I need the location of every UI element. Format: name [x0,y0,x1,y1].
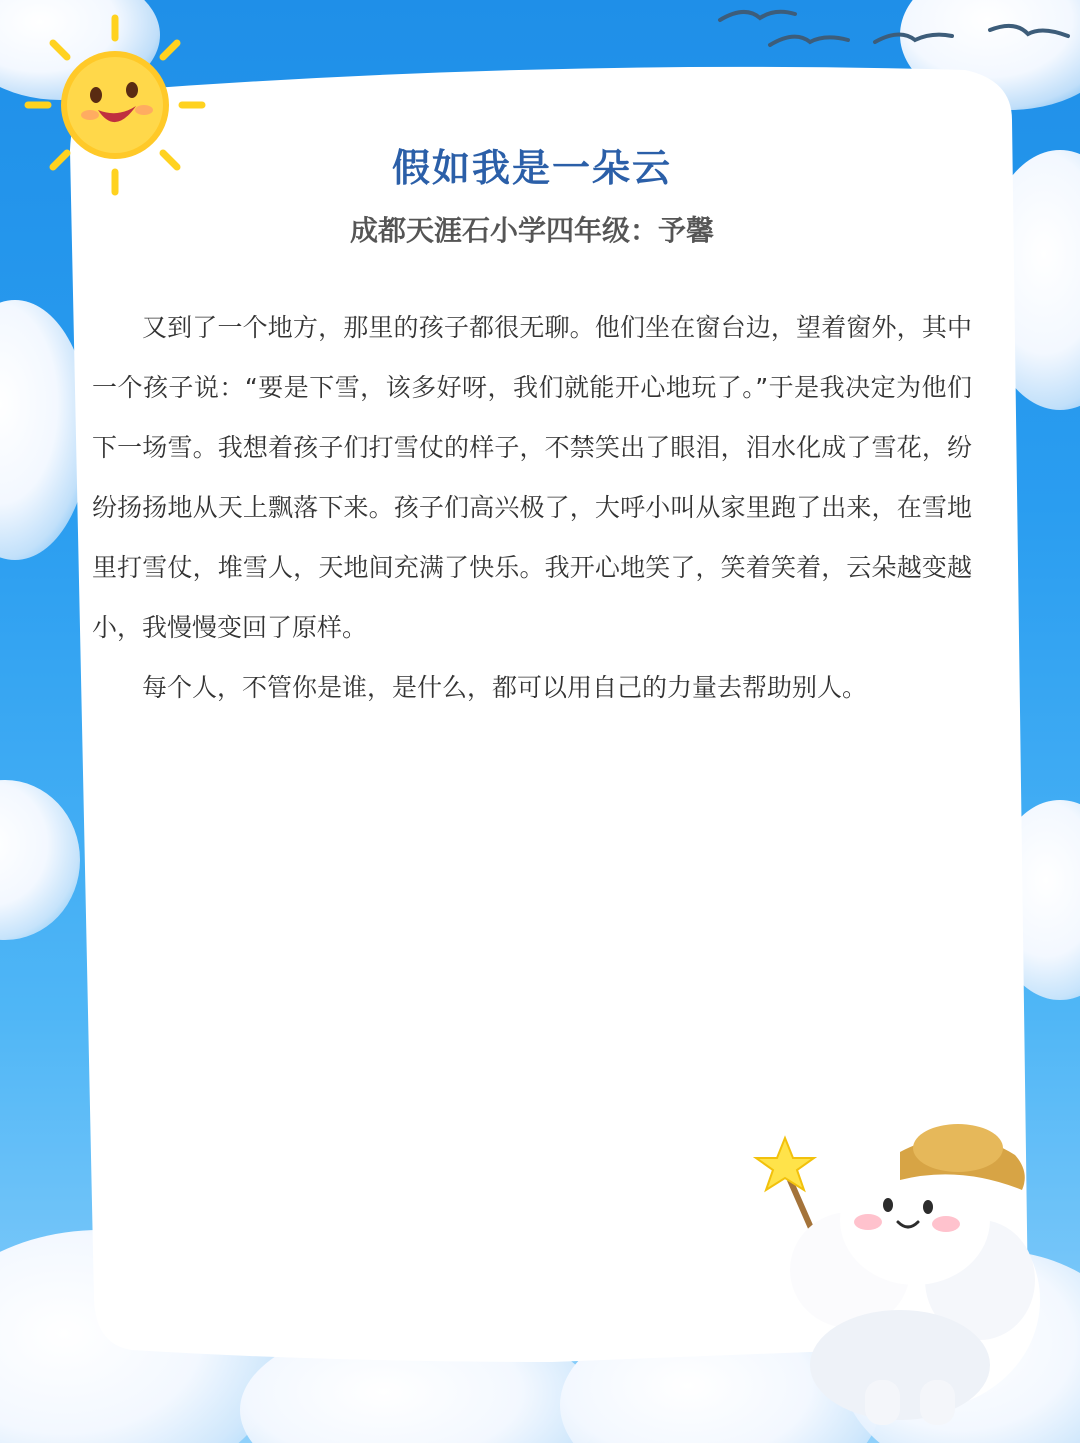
essay-paragraph: 又到了一个地方，那里的孩子都很无聊。他们坐在窗台边，望着窗外，其中一个孩子说：“要是下雪，该多好呀，我们就能开心地玩了。”于是我决定为他们下一场雪。我想着孩子们打雪仗的样子，不禁笑出了眼泪，泪水化成了雪花，纷纷扬扬地从天上飘落下来。孩子们高兴极了，大呼小叫从家里跑了出来，在雪地里打雪仗，堆雪人，天地间充满了快乐。我开心地笑了，笑着笑着，云朵越变越小，我慢慢变回了原样。 [92,313,972,642]
cloud-mascot-with-star-wand [750,1110,1050,1430]
author-subtitle: 成都天涯石小学四年级：予馨 [349,214,714,247]
essay-paragraph: 每个人，不管你是谁，是什么，都可以用自己的力量去帮助别人。 [142,673,868,702]
essay-content [92,130,972,718]
page-title: 假如我是一朵云 [391,146,672,190]
flying-birds-icon [690,0,1080,80]
